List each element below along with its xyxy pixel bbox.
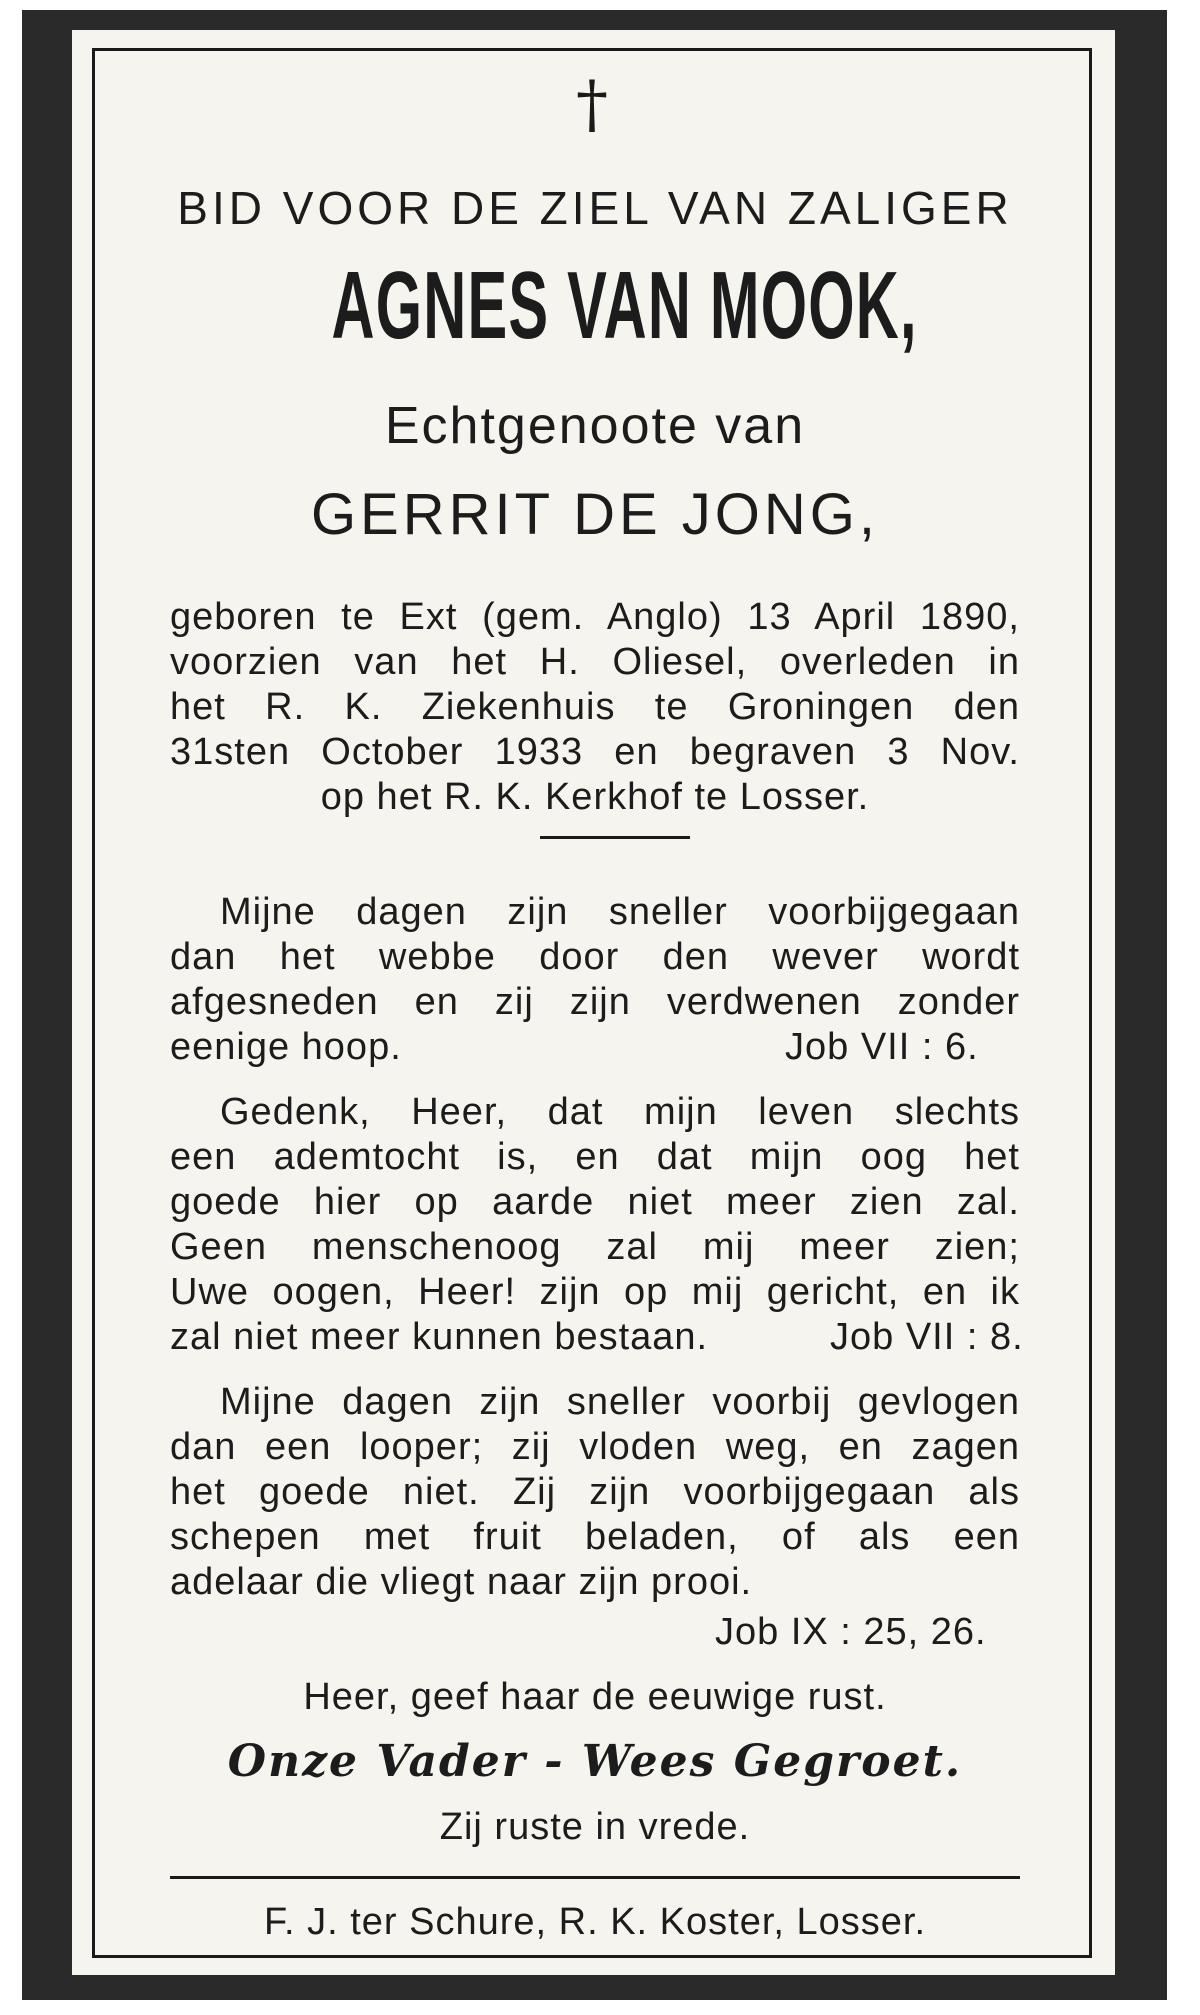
card-heading: BID VOOR DE ZIEL VAN ZALIGER bbox=[177, 182, 1013, 234]
card-border-frame bbox=[92, 48, 1092, 1958]
verse3-line: adelaar die vliegt naar zijn prooi. bbox=[170, 1561, 753, 1603]
peace-line: Zij ruste in vrede. bbox=[439, 1806, 751, 1848]
bio-line: voorzien van het H. Oliesel, overleden in bbox=[170, 641, 1020, 683]
verse3-reference: Job IX : 25, 26. bbox=[715, 1611, 987, 1653]
verse3-line: het goede niet. Zij zijn voorbijgegaan als bbox=[170, 1471, 1020, 1513]
verse1-line: afgesneden en zij zijn verdwenen zonder bbox=[170, 981, 1020, 1023]
verse2-line: een ademtocht is, en dat mijn oog het bbox=[170, 1136, 1020, 1178]
divider-long bbox=[170, 1876, 1020, 1879]
printer-credit: F. J. ter Schure, R. K. Koster, Losser. bbox=[263, 1901, 927, 1943]
divider-short bbox=[540, 836, 690, 839]
verse2-line: Gedenk, Heer, dat mijn leven slechts bbox=[220, 1091, 1020, 1133]
memorial-card bbox=[22, 10, 1167, 2000]
verse2-reference: Job VII : 8. bbox=[830, 1316, 1024, 1358]
verse1-last-line: eenige hoop. bbox=[170, 1026, 402, 1068]
verse2-line: Uwe oogen, Heer! zijn op mij gericht, en ik bbox=[170, 1271, 1020, 1313]
bio-line: op het R. K. Kerkhof te Losser. bbox=[320, 776, 870, 818]
spouse-name: GERRIT DE JONG, bbox=[310, 482, 880, 547]
verse3-line: Mijne dagen zijn sneller voorbij gevlogen bbox=[220, 1381, 1020, 1423]
cross-icon: † bbox=[576, 68, 608, 142]
bio-line: 31sten October 1933 en begraven 3 Nov. bbox=[170, 731, 1020, 773]
verse1-line: Mijne dagen zijn sneller voorbijgegaan bbox=[220, 891, 1020, 933]
rest-line: Heer, geef haar de eeuwige rust. bbox=[303, 1676, 887, 1718]
relation-label: Echtgenoote van bbox=[384, 397, 806, 455]
verse2-last-line: zal niet meer kunnen bestaan. bbox=[170, 1316, 709, 1358]
verse1-reference: Job VII : 6. bbox=[785, 1026, 979, 1068]
card-paper bbox=[72, 30, 1115, 1975]
prayer-line: Onze Vader - Wees Gegroet. bbox=[227, 1736, 963, 1787]
verse3-line: schepen met fruit beladen, of als een bbox=[170, 1516, 1020, 1558]
verse3-line: dan een looper; zij vloden weg, en zagen bbox=[170, 1426, 1020, 1468]
deceased-name: AGNES VAN MOOK, bbox=[331, 252, 918, 359]
bio-line: geboren te Ext (gem. Anglo) 13 April 1890, bbox=[170, 596, 1020, 638]
verse2-line: goede hier op aarde niet meer zien zal. bbox=[170, 1181, 1020, 1223]
verse2-line: Geen menschenoog zal mij meer zien; bbox=[170, 1226, 1020, 1268]
verse1-line: dan het webbe door den wever wordt bbox=[170, 936, 1020, 978]
bio-line: het R. K. Ziekenhuis te Groningen den bbox=[170, 686, 1020, 728]
